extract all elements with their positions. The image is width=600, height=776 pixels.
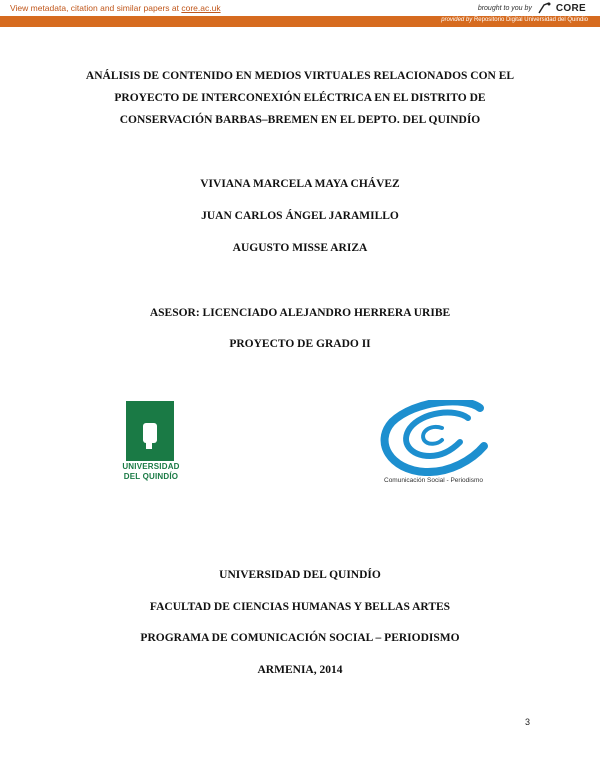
comunicacion-social-logo — [380, 400, 500, 490]
core-metadata-link[interactable] — [10, 3, 221, 13]
page-number: 3 — [524, 717, 530, 727]
provided-prefix: provided by — [441, 17, 473, 23]
university-logo-line-1: UNIVERSIDAD — [122, 462, 180, 471]
title-line-1: ANÁLISIS DE CONTENIDO EN MEDIOS VIRTUALES RELACIONADOS CON EL — [85, 70, 515, 82]
core-banner — [0, 0, 600, 16]
university-name: UNIVERSIDAD DEL QUINDÍO — [219, 569, 381, 581]
core-provided-bar — [0, 16, 600, 27]
project-title: PROYECTO DE GRADO II — [229, 338, 371, 350]
place-date: ARMENIA, 2014 — [257, 664, 343, 676]
comunicacion-social-swirl-icon — [380, 400, 500, 476]
university-logo-text — [116, 462, 186, 482]
author-3: AUGUSTO MISSE ARIZA — [232, 242, 368, 254]
universidad-quindio-logo — [116, 398, 186, 488]
faculty-name: FACULTAD DE CIENCIAS HUMANAS Y BELLAS ARTES — [149, 601, 451, 613]
brought-by-text: brought to you by — [477, 4, 532, 12]
program-name: PROGRAMA DE COMUNICACIÓN SOCIAL – PERIODISMO — [140, 632, 460, 644]
author-1: VIVIANA MARCELA MAYA CHÁVEZ — [200, 178, 400, 190]
title-line-3: CONSERVACIÓN BARBAS–BREMEN EN EL DEPTO. DEL QUINDÍO — [119, 114, 481, 126]
university-shield-icon — [126, 401, 174, 461]
core-brought-by[interactable] — [478, 2, 586, 14]
comunicacion-social-caption: Comunicación Social - Periodismo — [384, 477, 483, 484]
provided-by-source: Repositorio Digital Universidad del Quindio — [473, 17, 588, 23]
author-2: JUAN CARLOS ÁNGEL JARAMILLO — [201, 210, 399, 222]
core-link-anchor[interactable]: core.ac.uk — [181, 3, 221, 13]
core-provided-text[interactable] — [441, 17, 588, 23]
core-link-prefix: View metadata, citation and similar papers at — [10, 3, 182, 13]
university-logo-line-2: DEL QUINDÍO — [123, 472, 179, 481]
advisor: ASESOR: LICENCIADO ALEJANDRO HERRERA URIBE — [149, 307, 451, 319]
core-logo-icon — [536, 2, 552, 14]
title-line-2: PROYECTO DE INTERCONEXIÓN ELÉCTRICA EN EL DISTRITO DE — [114, 92, 486, 104]
core-logo-text: CORE — [555, 2, 586, 14]
